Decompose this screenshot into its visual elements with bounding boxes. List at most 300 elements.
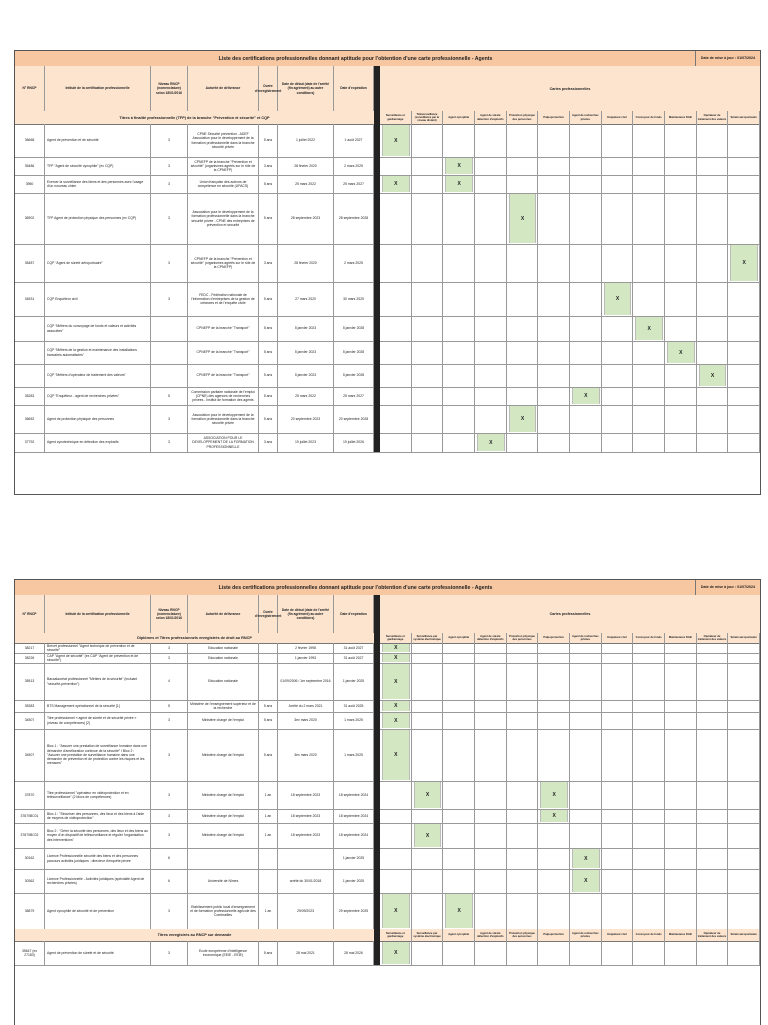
card-cell	[665, 848, 697, 869]
card-eligibility-mark: X	[382, 654, 410, 662]
card-eligibility-mark: X	[382, 730, 410, 780]
cell-debut: 3ex mars 2020	[278, 712, 334, 729]
cell-niveau: 3	[151, 433, 188, 452]
card-column-header: Surveillance et gardiennage	[380, 111, 412, 124]
card-cell	[443, 653, 475, 663]
card-eligibility-mark: X	[572, 870, 600, 892]
card-cell	[697, 663, 729, 700]
col-header-duree: Durée d'enregistrement	[259, 595, 278, 633]
card-cell	[697, 700, 729, 712]
cell-duree: 5 ans	[259, 175, 278, 193]
card-cell	[697, 175, 729, 193]
cell-autorite: Association pour le développement de la formation professionnelle dans la branche sécurité privée - CPNE des entreprises de prévention et sécurité	[188, 193, 259, 244]
card-column-header: Surveillance et gardiennage	[380, 633, 412, 643]
card-cell	[443, 643, 475, 653]
card-cell	[412, 663, 444, 700]
cell-autorite: CPNEFP de la branche "Transport"	[188, 316, 259, 341]
cell-exp: 18 septembre 2024	[334, 823, 374, 848]
card-cell	[412, 316, 444, 341]
cell-exp: 1 août 2027	[334, 124, 374, 157]
card-cell	[475, 341, 507, 364]
card-cell	[697, 387, 729, 405]
card-cell	[538, 405, 570, 433]
card-cell	[602, 823, 634, 848]
cell-exp: 31 août 2025	[334, 700, 374, 712]
card-cell	[697, 712, 729, 729]
card-cell	[443, 405, 475, 433]
table-row	[15, 663, 760, 701]
card-cell	[633, 124, 665, 157]
cell-intitule: Titre professionnel "opérateur en vidéoprotection et en télésurveillance" (2 blocs de compétences)	[45, 781, 151, 809]
cell-autorite: Association pour le développement de la formation professionnelle dans la branche sécurité privée	[188, 405, 259, 433]
cell-autorite: Ministère chargé de l'emploi	[188, 729, 259, 781]
col-header-intitule: Intitulé de la certification professionnelle	[45, 66, 151, 111]
cell-intitule: CQP "Métiers du convoyage de fonds et valeurs et activités associées"	[45, 316, 151, 341]
card-cell	[665, 893, 697, 929]
col-header-date-debut: Date de début (date de l'arrêté (fin agrément) au autre conditions)	[278, 595, 334, 633]
card-cell	[665, 193, 697, 244]
card-cell	[728, 729, 760, 781]
cell-duree: 5 ans	[259, 193, 278, 244]
card-cell	[633, 175, 665, 193]
card-cell	[728, 663, 760, 700]
card-cell	[380, 848, 412, 869]
cell-rncp: 37870BC02	[15, 823, 45, 848]
cell-duree: 5 ans	[259, 729, 278, 781]
card-cell	[443, 193, 475, 244]
card-cell	[633, 643, 665, 653]
sheet-title-row	[15, 51, 760, 67]
sheet-title: Liste des certifications professionnelles donnant aptitude pour l'obtention d'une carte professionnelle - Agents	[218, 584, 493, 591]
card-cell	[570, 700, 602, 712]
card-cell	[507, 823, 539, 848]
cell-duree: 1 an	[259, 893, 278, 929]
card-cell	[633, 893, 665, 929]
cell-debut: 20 septembre 2023	[278, 405, 334, 433]
card-cell	[507, 712, 539, 729]
card-cell	[570, 643, 602, 653]
cell-debut: 5 janvier 2023	[278, 316, 334, 341]
card-cell	[665, 387, 697, 405]
card-cell	[728, 193, 760, 244]
cell-niveau: 3	[151, 157, 188, 175]
card-cell	[633, 941, 665, 965]
card-cell	[443, 387, 475, 405]
cell-intitule: CQP "Métiers de la gestion et maintenance des installations bancaires automatisées"	[45, 341, 151, 364]
cell-niveau: 3	[151, 781, 188, 809]
card-cell	[475, 244, 507, 282]
card-cell	[443, 809, 475, 823]
card-cell	[633, 781, 665, 809]
card-cell	[380, 364, 412, 387]
card-cell	[633, 387, 665, 405]
table-row	[15, 157, 760, 176]
cell-rncp	[15, 316, 45, 341]
table-row	[15, 364, 760, 388]
card-cell	[380, 405, 412, 433]
card-column-header: Sûreté aéroportuaire	[728, 633, 760, 643]
card-cell	[633, 729, 665, 781]
cell-duree	[259, 848, 278, 869]
card-cell	[412, 893, 444, 929]
cell-intitule: Agent de protection physique des personnes	[45, 405, 151, 433]
cell-rncp: 35513	[15, 663, 45, 700]
card-cell	[665, 823, 697, 848]
cell-autorite: Union française des acteurs de compétence en sécurité (UFACS)	[188, 175, 259, 193]
card-eligibility-mark: X	[445, 158, 473, 174]
card-cell	[507, 848, 539, 869]
cell-autorite: FEDC - Fédération nationale de l'information d'entreprises de la gestion de créances et de l'enquête civile	[188, 282, 259, 316]
cell-autorite: CPNEFP de la branche "Transport"	[188, 341, 259, 364]
cell-intitule: TFP Agent de protection physique des personnes (ex CQP)	[45, 193, 151, 244]
card-column-header: Sûreté aéroportuaire	[728, 929, 760, 941]
col-header-niveau: Niveau RNCP (nomenclature) selon 18/01/2016	[151, 595, 188, 633]
cell-rncp: 34507	[15, 712, 45, 729]
cell-exp: 5 janvier 2028	[334, 316, 374, 341]
card-eligibility-mark: X	[699, 365, 727, 386]
cell-niveau: 3	[151, 282, 188, 316]
cell-niveau: 4	[151, 663, 188, 700]
cell-debut: 18 septembre 2023	[278, 809, 334, 823]
card-cell	[380, 244, 412, 282]
card-column-header: Agent cynophile	[443, 929, 475, 941]
col-header-rncp: N° RNCP	[15, 595, 45, 633]
card-eligibility-mark: X	[572, 388, 600, 404]
table-row	[15, 712, 760, 730]
cell-intitule: BTS Management opérationnel de la sécurité [1]	[45, 700, 151, 712]
cell-niveau: 5	[151, 387, 188, 405]
cell-exp: 28 mai 2026	[334, 941, 374, 965]
cell-exp: 1 mars 2025	[334, 729, 374, 781]
cell-duree: 5 ans	[259, 712, 278, 729]
card-column-header: Agent de sûreté détection d'explosifs	[475, 111, 507, 124]
cell-autorite: Etablissement public local d'enseignement et de formation professionnelle agricole des Combrailles	[188, 893, 259, 929]
card-cell	[665, 157, 697, 175]
card-cell	[570, 405, 602, 433]
col-header-duree: Durée d'enregistrement	[259, 66, 278, 111]
table-row	[15, 869, 760, 894]
card-cell	[570, 193, 602, 244]
card-cell	[475, 316, 507, 341]
section-title-row	[15, 111, 760, 125]
cell-debut: 3ex mars 2020	[278, 729, 334, 781]
cell-niveau: 3	[151, 809, 188, 823]
card-cell	[697, 941, 729, 965]
cell-debut: 2 février 1998	[278, 643, 334, 653]
col-header-autorite: Autorité de délivrance	[188, 66, 259, 111]
table-row	[15, 781, 760, 810]
cell-autorite: Université de Nîmes	[188, 869, 259, 893]
card-cell	[697, 823, 729, 848]
cell-niveau: 5	[151, 700, 188, 712]
cell-duree: 5 ans	[259, 405, 278, 433]
cell-intitule: TFP "Agent de sécurité cynophile" (ex CQP)	[45, 157, 151, 175]
card-cell	[602, 433, 634, 452]
card-cell	[728, 157, 760, 175]
cell-rncp: 37870	[15, 781, 45, 809]
cell-duree: 5 ans	[259, 387, 278, 405]
card-cell	[665, 405, 697, 433]
card-cell	[412, 124, 444, 157]
card-cell	[538, 823, 570, 848]
cell-duree: 3 ans	[259, 433, 278, 452]
card-cell	[538, 124, 570, 157]
cell-rncp: 3950	[15, 175, 45, 193]
card-column-header: Convoyeur de fonds	[633, 633, 665, 643]
card-cell	[475, 809, 507, 823]
card-cell	[602, 663, 634, 700]
card-cell	[602, 405, 634, 433]
cell-autorite	[188, 848, 259, 869]
card-cell	[602, 941, 634, 965]
card-column-header: Agent de recherches privées	[570, 633, 602, 643]
card-cell	[570, 157, 602, 175]
card-cell	[633, 869, 665, 893]
card-cell	[697, 893, 729, 929]
card-cell	[507, 781, 539, 809]
card-eligibility-mark: X	[572, 849, 600, 868]
card-cell	[697, 124, 729, 157]
card-eligibility-mark: X	[382, 664, 410, 699]
cell-niveau: 3	[151, 712, 188, 729]
cell-rncp: 38226	[15, 653, 45, 663]
cell-intitule: Bloc 1 : "Sécuriser des personnes, des lieux et des biens à l'aide de moyens de vidéoprotection"	[45, 809, 151, 823]
table-row	[15, 809, 760, 824]
card-cell	[507, 341, 539, 364]
table-row	[15, 729, 760, 782]
cell-niveau: 3	[151, 729, 188, 781]
card-cell	[633, 244, 665, 282]
card-cell	[507, 282, 539, 316]
card-cell	[380, 157, 412, 175]
card-cell	[380, 823, 412, 848]
card-cell	[697, 809, 729, 823]
card-cell	[538, 848, 570, 869]
cell-duree: 5 ans	[259, 124, 278, 157]
cell-exp: 1 mars 2025	[334, 712, 374, 729]
col-header-intitule: Intitulé de la certification professionnelle	[45, 595, 151, 633]
cell-rncp: 35487	[15, 244, 45, 282]
card-cell	[602, 869, 634, 893]
cell-niveau: 3	[151, 244, 188, 282]
section-title: Diplômes et Titres professionnels enregistrés de droit au RNCP	[137, 636, 252, 640]
card-cell	[602, 781, 634, 809]
cell-rncp: 35486	[15, 157, 45, 175]
cell-debut: 01/09/2006 / 1er septembre 2016	[278, 663, 334, 700]
card-cell	[570, 663, 602, 700]
cell-niveau: 3	[151, 193, 188, 244]
table-row	[15, 341, 760, 365]
card-cell	[443, 823, 475, 848]
card-cell	[412, 809, 444, 823]
card-eligibility-mark: X	[540, 810, 568, 822]
card-cell	[538, 282, 570, 316]
card-cell	[443, 869, 475, 893]
card-cell	[507, 157, 539, 175]
card-cell	[570, 244, 602, 282]
card-cell	[602, 893, 634, 929]
card-cell	[475, 869, 507, 893]
col-header-autorite: Autorité de délivrance	[188, 595, 259, 633]
card-cell	[665, 781, 697, 809]
cell-debut: Arrêté du 2 mars 2021	[278, 700, 334, 712]
cell-rncp	[15, 341, 45, 364]
cell-exp: 18 septembre 2024	[334, 809, 374, 823]
card-cell	[538, 663, 570, 700]
cell-debut: arrêté du 30/01/2018	[278, 869, 334, 893]
card-cell	[602, 809, 634, 823]
card-cell	[728, 316, 760, 341]
card-cell	[380, 809, 412, 823]
cell-intitule: CQP "Enquêteur - agent de recherches privées"	[45, 387, 151, 405]
card-cell	[538, 893, 570, 929]
table-row	[15, 175, 760, 194]
card-column-header: Enquêteur civil	[602, 111, 634, 124]
card-cell	[697, 316, 729, 341]
cell-rncp: 36902	[15, 193, 45, 244]
card-cell	[412, 193, 444, 244]
card-cell	[507, 663, 539, 700]
card-cell	[538, 700, 570, 712]
card-cell	[538, 244, 570, 282]
card-cell	[475, 193, 507, 244]
cell-intitule: Titre professionnel « agent de sûreté et de sécurité privée » (niveau de compétences) [2]	[45, 712, 151, 729]
card-eligibility-mark: X	[540, 782, 568, 808]
cell-exp: 30 mars 2025	[334, 282, 374, 316]
cell-niveau	[151, 341, 188, 364]
card-cell	[665, 643, 697, 653]
cell-duree: 5 ans	[259, 316, 278, 341]
card-column-header: Surveillance par système électronique	[412, 633, 444, 643]
cell-exp: 5 janvier 2028	[334, 364, 374, 387]
card-cell	[507, 809, 539, 823]
cell-rncp: 36879	[15, 893, 45, 929]
card-cell	[697, 869, 729, 893]
table-row	[15, 848, 760, 870]
card-cell	[697, 653, 729, 663]
cell-autorite: Ministère chargé de l'emploi	[188, 809, 259, 823]
card-cell	[570, 653, 602, 663]
card-cell	[380, 193, 412, 244]
table-row	[15, 893, 760, 930]
cell-exp: 1 janvier 2025	[334, 848, 374, 869]
cell-duree: 3 ans	[259, 244, 278, 282]
cell-debut: 18 septembre 2023	[278, 781, 334, 809]
card-column-header: Opérateur de traitement des valeurs	[697, 929, 729, 941]
card-cell	[443, 700, 475, 712]
card-cell	[380, 387, 412, 405]
card-cell	[570, 781, 602, 809]
update-date: Date de mise à jour : 01/07/2024	[695, 580, 760, 595]
card-eligibility-mark: X	[445, 176, 473, 192]
card-cell	[475, 124, 507, 157]
cell-duree	[259, 653, 278, 663]
card-cell	[443, 729, 475, 781]
card-column-header: Palpoprotection	[538, 111, 570, 124]
card-cell	[570, 823, 602, 848]
card-eligibility-mark: X	[477, 434, 505, 451]
cell-intitule: CAP "Agent de sécurité" (ex CAP "Agent de prévention et de sécurité")	[45, 653, 151, 663]
certifications-sheet-2	[14, 579, 761, 1025]
card-cell	[507, 124, 539, 157]
cell-duree: 3 ans	[259, 157, 278, 175]
card-column-header: Opérateur de traitement des valeurs	[697, 111, 729, 124]
card-cell	[380, 433, 412, 452]
cell-duree	[259, 643, 278, 653]
sheet-title-row	[15, 580, 760, 596]
cell-debut: 19 juillet 2023	[278, 433, 334, 452]
cell-duree	[259, 663, 278, 700]
certifications-sheet-1	[14, 50, 761, 495]
cell-autorite: CPNEFP de la branche "Prévention et sécurité" (organismes agréés sur le rôle de la CPNEFP)	[188, 244, 259, 282]
card-cell	[665, 712, 697, 729]
card-cell	[728, 941, 760, 965]
card-cell	[633, 405, 665, 433]
card-cell	[570, 316, 602, 341]
cell-duree: 5 ans	[259, 364, 278, 387]
card-cell	[728, 643, 760, 653]
card-cell	[728, 809, 760, 823]
column-header-row	[15, 595, 760, 634]
cell-exp: 25 mars 2027	[334, 387, 374, 405]
cell-intitule: Licence Professionnelle - Activités juridiques (spécialité Agent de recherches privées)	[45, 869, 151, 893]
card-cell	[507, 653, 539, 663]
card-cell	[697, 157, 729, 175]
col-header-niveau: Niveau RNCP (nomenclature) selon 18/01/2016	[151, 66, 188, 111]
cell-debut: 1 janvier 1993	[278, 653, 334, 663]
card-cell	[507, 244, 539, 282]
card-cell	[570, 175, 602, 193]
card-cell	[380, 316, 412, 341]
cards-header: Cartes professionnelles	[549, 86, 591, 91]
card-cell	[538, 712, 570, 729]
card-cell	[570, 893, 602, 929]
card-eligibility-mark: X	[382, 701, 410, 711]
card-cell	[633, 809, 665, 823]
cell-duree	[259, 869, 278, 893]
card-cell	[728, 781, 760, 809]
cell-duree: 5 ans	[259, 341, 278, 364]
col-header-date-expiration: Date d'expiration	[334, 595, 374, 633]
cell-debut: 5 janvier 2023	[278, 341, 334, 364]
cell-niveau: 6	[151, 869, 188, 893]
card-cell	[538, 941, 570, 965]
card-cell	[728, 124, 760, 157]
card-cell	[602, 175, 634, 193]
card-cell	[697, 244, 729, 282]
table-row	[15, 387, 760, 406]
table-row	[15, 433, 760, 453]
card-cell	[665, 316, 697, 341]
card-cell	[475, 405, 507, 433]
card-column-header: Agent de recherches privées	[570, 929, 602, 941]
cards-header: Cartes professionnelles	[549, 612, 591, 616]
card-column-header: Maintenance DAB	[665, 111, 697, 124]
cell-autorite: Education nationale	[188, 643, 259, 653]
card-cell	[443, 124, 475, 157]
card-eligibility-mark: X	[730, 245, 758, 281]
section-title: Titres à finalité professionnelle (TFP) de la branche "Prévention et sécurité" et CQP	[119, 115, 270, 120]
cell-intitule: Licence Professionnelle sécurité des biens et des personnes parcours activités juridiques : directeur d'enquête privée	[45, 848, 151, 869]
card-cell	[697, 405, 729, 433]
cell-debut: 28 février 2020	[278, 244, 334, 282]
card-eligibility-mark: X	[382, 894, 410, 928]
card-cell	[602, 729, 634, 781]
card-cell	[728, 405, 760, 433]
card-cell	[475, 653, 507, 663]
cell-autorite: Commission paritaire nationale de l'emploi (CPNE) des agences de recherches privées - Institut de formation des agents	[188, 387, 259, 405]
card-column-header: Agent de sûreté détection d'explosifs	[475, 929, 507, 941]
